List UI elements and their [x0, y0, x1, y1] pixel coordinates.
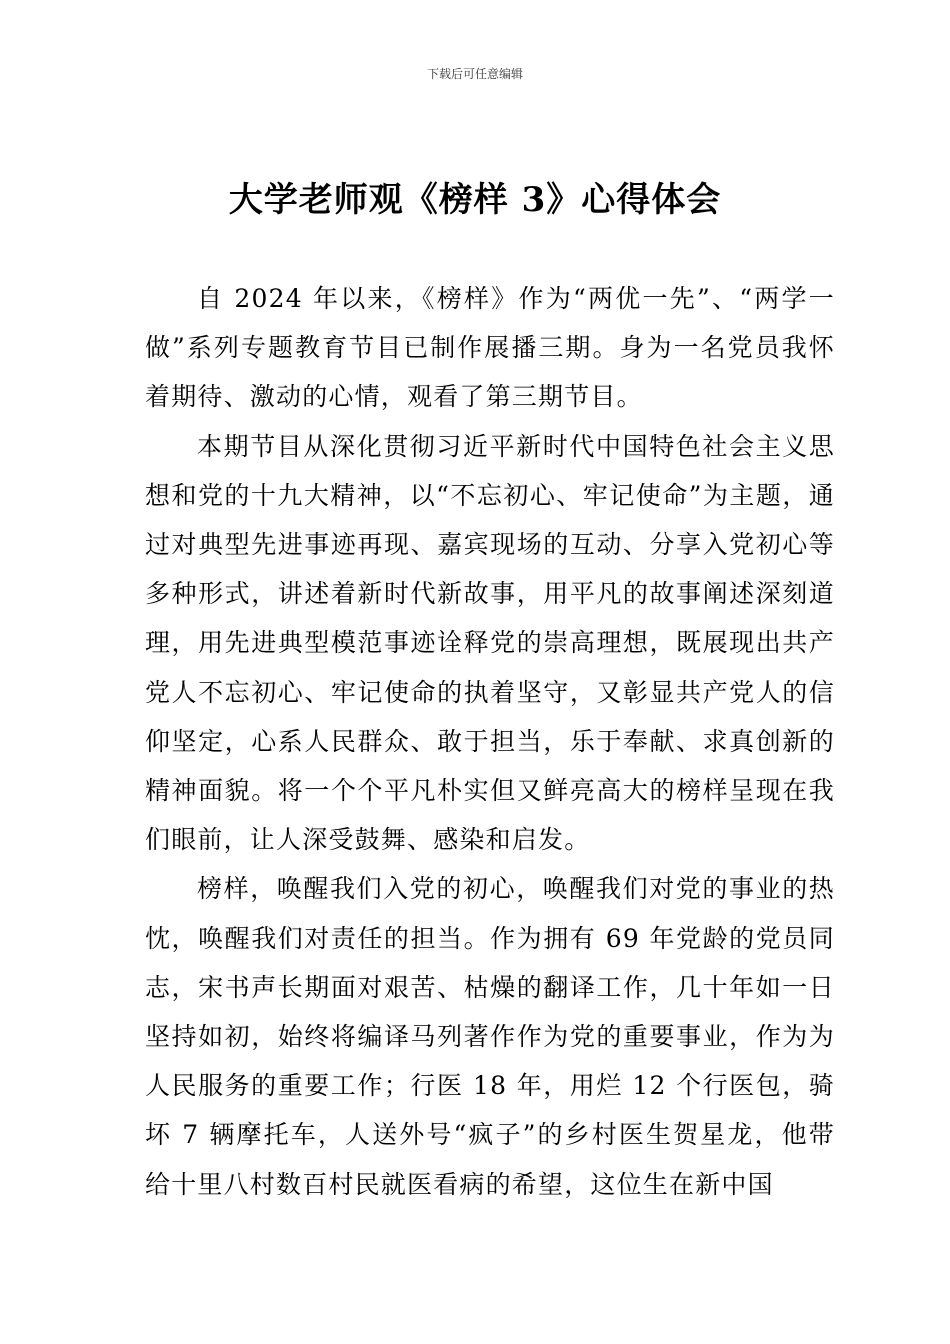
paragraph-1: 自 2024 年以来，《榜样》作为“两优一先”、“两学一做”系列专题教育节目已制作展播三期。身为一名党员我怀着期待、激动的心情，观看了第三期节目。 [145, 284, 835, 412]
paragraph-2: 本期节目从深化贯彻习近平新时代中国特色社会主义思想和党的十九大精神，以“不忘初心、牢记使命”为主题，通过对典型先进事迹再现、嘉宾现场的互动、分享入党初心等多种形式，讲述着新时代新故事，用平凡的故事阐述深刻道理，用先进典型模范事迹诠释党的崇高理想，既展现出共产党人不忘初心、牢记使命的执着坚守，又彰显共产党人的信仰坚定，心系人民群众、敢于担当，乐于奉献、求真创新的精神面貌。将一个个平凡朴实但又鲜亮高大的榜样呈现在我们眼前，让人深受鼓舞、感染和启发。 [145, 431, 835, 855]
document-body [145, 274, 835, 1209]
paragraph-3: 榜样，唤醒我们入党的初心，唤醒我们对党的事业的热忱，唤醒我们对责任的担当。作为拥有 69 年党龄的党员同志，宋书声长期面对艰苦、枯燥的翻译工作，几十年如一日坚持如初，始终将编译马列著作作为党的重要事业，作为为人民服务的重要工作；行医 18 年，用烂 12 个行医包，骑坏 7 辆摩托车，人送外号“疯子”的乡村医生贺星龙，他带给十里八村数百村民就医看病的希望，这位生在新中国 [145, 874, 835, 1199]
header-note: 下载后可任意编辑 [426, 67, 523, 81]
document-title: 大学老师观《榜样 3》心得体会 [228, 180, 722, 220]
